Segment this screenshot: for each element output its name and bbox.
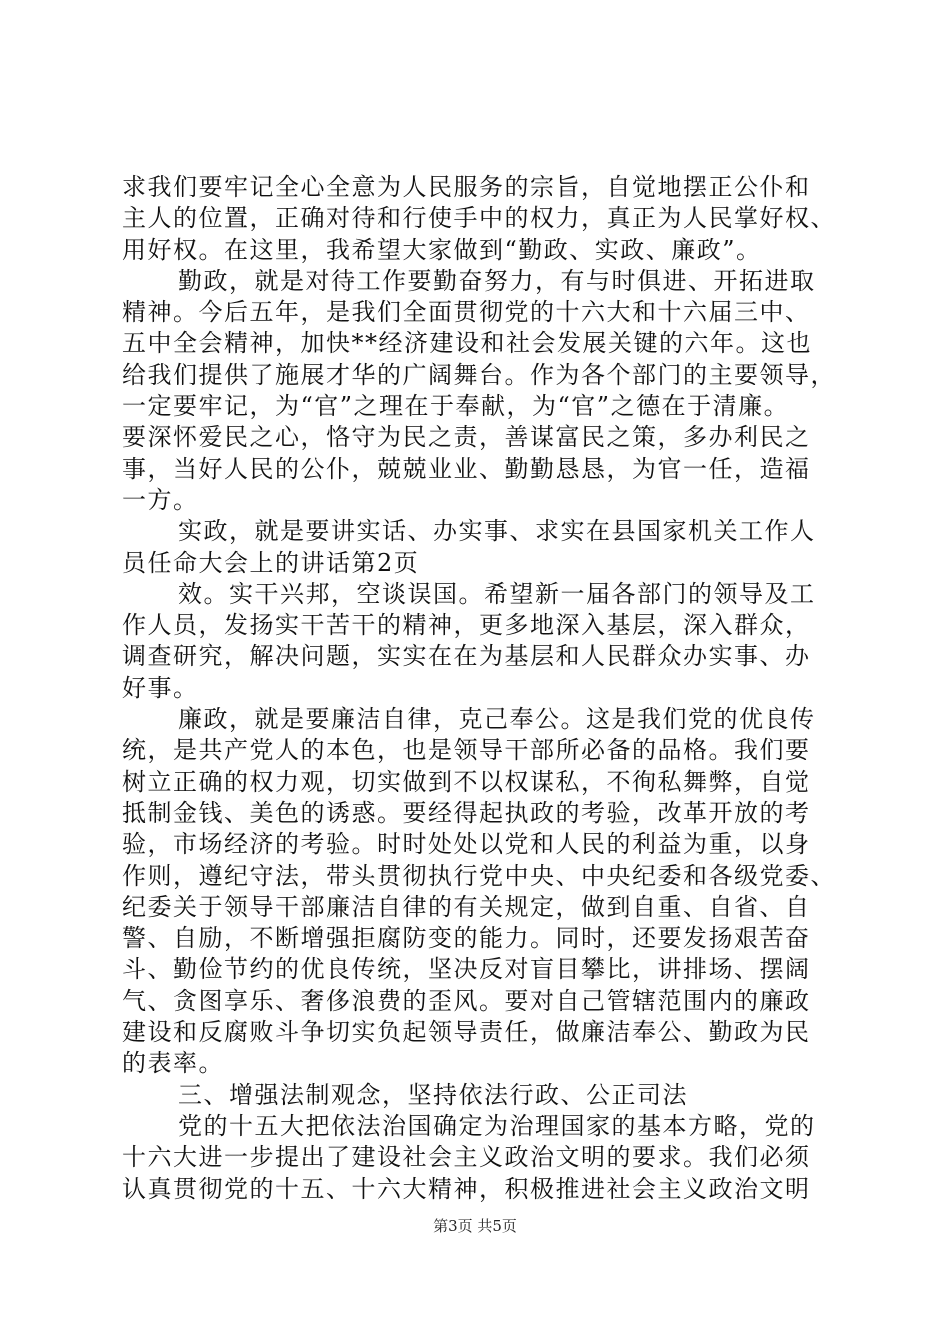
text-line: 要深怀爱民之心，恪守为民之责，善谋富民之策，多办利民之 (122, 423, 811, 452)
page-footer: 第3页 共5页 (433, 1217, 517, 1235)
text-line: 五中全会精神，加快**经济建设和社会发展关键的六年。这也 (122, 329, 812, 358)
text-line: 效。实干兴邦，空谈误国。希望新一届各部门的领导及工 (178, 579, 816, 608)
text-line: 好事。 (122, 673, 199, 702)
text-line: 一方。 (122, 485, 199, 514)
text-line: 警、自励，不断增强拒腐防变的能力。同时，还要发扬艰苦奋 (122, 924, 811, 953)
text-line: 三、增强法制观念，坚持依法行政、公正司法 (178, 1080, 688, 1109)
text-line: 用好权。在这里，我希望大家做到“勤政、实政、廉政”。 (122, 235, 762, 264)
text-line: 的表率。 (122, 1049, 224, 1078)
text-line: 事，当好人民的公仆，兢兢业业、勤勤恳恳，为官一任，造福 (122, 454, 811, 483)
text-line: 作则，遵纪守法，带头贯彻执行党中央、中央纪委和各级党委、 (122, 861, 836, 890)
text-line: 调查研究，解决问题，实实在在为基层和人民群众办实事、办 (122, 642, 811, 671)
text-line: 实政，就是要讲实话、办实事、求实在县国家机关工作人 (178, 517, 816, 546)
text-line: 认真贯彻党的十五、十六大精神，积极推进社会主义政治文明 (122, 1174, 811, 1203)
text-line: 一定要牢记，为“官”之理在于奉献，为“官”之德在于清廉。 (122, 392, 790, 421)
text-line: 建设和反腐败斗争切实负起领导责任，做廉洁奉公、勤政为民 (122, 1018, 811, 1047)
text-line: 纪委关于领导干部廉洁自律的有关规定，做到自重、自省、自 (122, 892, 811, 921)
text-line: 抵制金钱、美色的诱惑。要经得起执政的考验，改革开放的考 (122, 798, 811, 827)
text-line: 求我们要牢记全心全意为人民服务的宗旨，自觉地摆正公仆和 (122, 173, 811, 201)
text-line: 气、贪图享乐、奢侈浪费的歪风。要对自己管辖范围内的廉政 (122, 986, 811, 1015)
text-line: 勤政，就是对待工作要勤奋努力，有与时俱进、开拓进取 (178, 266, 816, 295)
text-line: 验，市场经济的考验。时时处处以党和人民的利益为重，以身 (122, 830, 811, 859)
text-line: 给我们提供了施展才华的广阔舞台。作为各个部门的主要领导， (122, 360, 836, 389)
text-line: 作人员，发扬实干苦干的精神，更多地深入基层，深入群众， (122, 611, 811, 640)
text-line: 主人的位置，正确对待和行使手中的权力，真正为人民掌好权、 (122, 204, 836, 233)
text-line: 统，是共产党人的本色，也是领导干部所必备的品格。我们要 (122, 736, 811, 765)
text-line: 十六大进一步提出了建设社会主义政治文明的要求。我们必须 (122, 1143, 811, 1172)
text-line: 精神。今后五年，是我们全面贯彻党的十六大和十六届三中、 (122, 298, 811, 327)
text-line: 树立正确的权力观，切实做到不以权谋私，不徇私舞弊，自觉 (122, 767, 811, 796)
text-line: 廉政，就是要廉洁自律，克己奉公。这是我们党的优良传 (178, 705, 816, 734)
text-line: 员任命大会上的讲话第2页 (122, 548, 420, 577)
text-line: 党的十五大把依法治国确定为治理国家的基本方略，党的 (178, 1111, 816, 1140)
document-body (122, 172, 842, 1205)
text-line: 斗、勤俭节约的优良传统，坚决反对盲目攀比，讲排场、摆阔 (122, 955, 811, 984)
